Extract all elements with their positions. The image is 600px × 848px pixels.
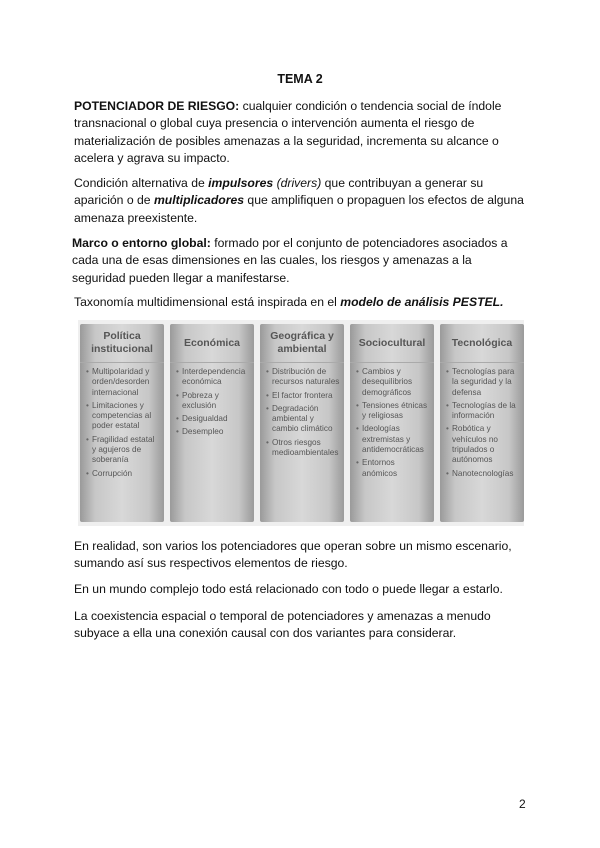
text-segment: que amplifiquen o propaguen los efectos de alguna amenaza preexistente. <box>74 193 524 225</box>
column-heading: Geográfica y ambiental <box>260 324 344 363</box>
column-tecnologica <box>440 324 524 522</box>
paragraph-realidad: En realidad, son varios los potenciadores que operan sobre un mismo escenario, sumando así sus respectivos elementos de riesgo. <box>74 539 512 571</box>
term-drivers: (drivers) <box>273 176 322 190</box>
list-item: • Tecnologías para la seguridad y la defensa <box>446 367 520 398</box>
list-item: • Robótica y vehículos no tripulados o autónomos <box>446 424 520 465</box>
list-item: • Desigualdad <box>176 414 250 424</box>
column-heading: Política institucional <box>80 324 164 363</box>
list-item: • Interdependencia económica <box>176 367 250 388</box>
term-impulsores: impulsores <box>208 176 274 190</box>
column-sociocultural <box>350 324 434 522</box>
list-item: • Corrupción <box>86 469 160 479</box>
column-politica <box>80 324 164 522</box>
list-item: • Cambios y desequilibrios demográficos <box>356 367 430 398</box>
paragraph-potenciador <box>74 98 526 167</box>
column-heading: Tecnológica <box>440 324 524 363</box>
list-item: • Tecnologías de la información <box>446 401 520 422</box>
term-multiplicadores: multiplicadores <box>153 193 245 208</box>
text-segment: Condición alternativa de <box>74 176 209 190</box>
paragraph-marco <box>72 235 524 287</box>
term-potenciador: POTENCIADOR DE RIESGO: <box>74 99 240 113</box>
paragraph-taxonomia <box>74 294 526 311</box>
column-heading: Sociocultural <box>350 324 434 363</box>
list-item: • Fragilidad estatal y agujeros de soberanía <box>86 435 160 466</box>
list-item: • Otros riesgos medioambientales <box>266 438 340 459</box>
text-segment: Taxonomía multidimensional está inspirada en el <box>74 295 341 309</box>
paragraph-coexistencia: La coexistencia espacial o temporal de potenciadores y amenazas a menudo subyace a ella una conexión causal con dos variantes para considerar. <box>74 609 491 641</box>
text-segment: que contribuyan a generar su aparición o de <box>74 176 484 208</box>
page-title: TEMA 2 <box>277 72 323 86</box>
paragraph-mundo-complejo: En un mundo complejo todo está relacionado con todo o puede llegar a estarlo. <box>74 582 503 596</box>
list-item: • Degradación ambiental y cambio climático <box>266 404 340 435</box>
term-pestel: modelo de análisis PESTEL. <box>340 295 504 309</box>
definition-marco: formado por el conjunto de potenciadores asociados a cada una de esas dimensiones en las cuales, los riesgos y amenazas a la seguridad pueden llegar a manifestarse. <box>72 236 508 285</box>
column-heading: Económica <box>170 324 254 363</box>
page-number: 2 <box>519 797 526 811</box>
list-item: • Multipolaridad y orden/desorden internacional <box>86 367 160 398</box>
list-item: • Tensiones étnicas y religiosas <box>356 401 430 422</box>
list-item: • Pobreza y exclusión <box>176 391 250 412</box>
definition-potenciador: cualquier condición o tendencia social de índole transnacional o global cuya presencia o intervención aumenta el riesgo de materialización de posibles amenazas a la seguridad, incrementa su alcance o acelera y agrava su impacto. <box>74 99 502 165</box>
list-item: • Entornos anómicos <box>356 458 430 479</box>
list-item: • Distribución de recursos naturales <box>266 367 340 388</box>
list-item: • Desempleo <box>176 427 250 437</box>
column-geografica <box>260 324 344 522</box>
pestel-figure <box>78 320 524 526</box>
list-item: • Nanotecnologías <box>446 469 520 479</box>
list-item: • Ideologías extremistas y antidemocráticas <box>356 424 430 455</box>
list-item: • Limitaciones y competencias al poder estatal <box>86 401 160 432</box>
term-marco: Marco o entorno global: <box>72 236 211 250</box>
column-economica <box>170 324 254 522</box>
list-item: • El factor frontera <box>266 391 340 401</box>
paragraph-condicion <box>74 175 526 227</box>
